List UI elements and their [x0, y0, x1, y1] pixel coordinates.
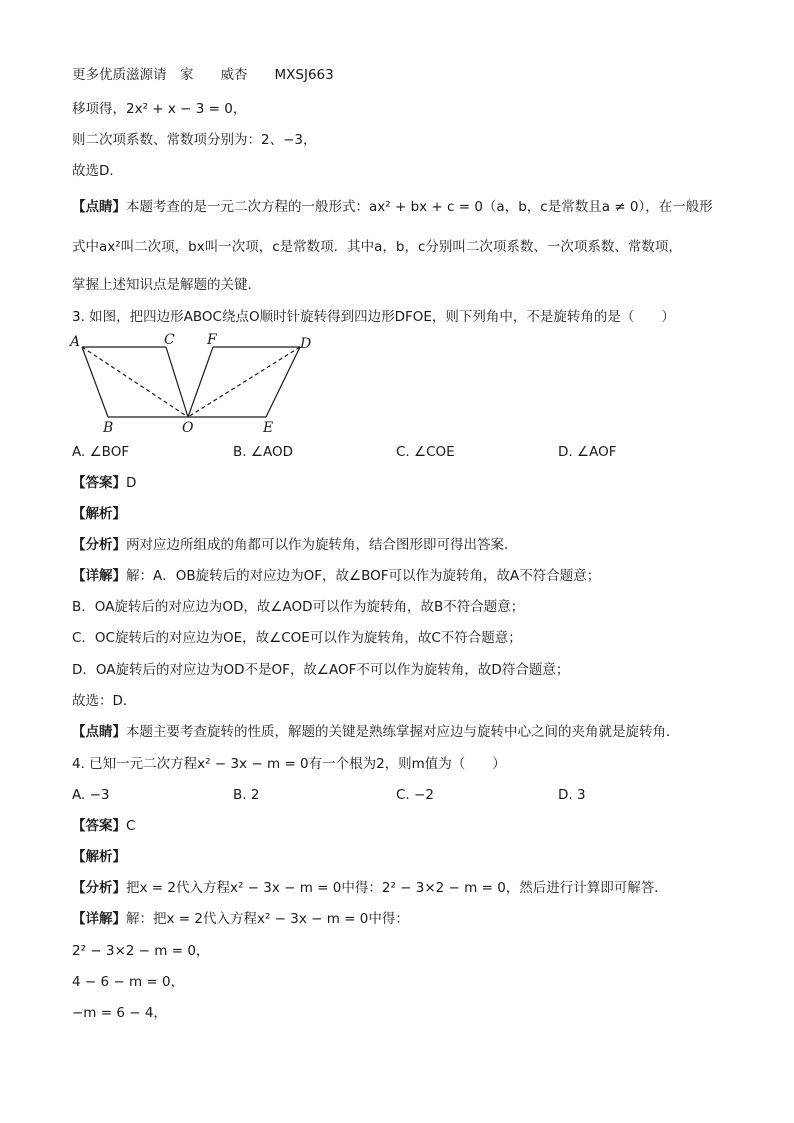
answer-value: C	[126, 818, 136, 834]
xiangjie-tag: 【详解】	[72, 911, 126, 927]
answer-value: D	[126, 475, 137, 491]
dianjing-text: 本题考查的是一元二次方程的一般形式：ax² + bx + c = 0（a，b，c是常数且a ≠ 0），在一般形	[126, 199, 713, 215]
q3-answer	[72, 474, 136, 492]
q4-xiangjie-line-1	[72, 910, 409, 928]
answer-tag: 【答案】	[72, 818, 126, 834]
page-header: 更多优质滋源请 家 威杏 MXSJ663	[72, 67, 334, 83]
q3-xiangjie-line-2: B．OA旋转后的对应边为OD，故∠AOD可以作为旋转角，故B不符合题意；	[72, 599, 525, 615]
xiangjie-text: 解：把x = 2代入方程x² − 3x − m = 0中得：	[126, 911, 409, 927]
p2-dianjing-line-1	[72, 198, 713, 216]
q4-jiexi: 【解析】	[72, 849, 126, 865]
edge-co	[166, 347, 188, 417]
p2-line-2: 则二次项系数、常数项分别为：2、−3，	[72, 132, 317, 148]
dianjing-tag: 【点睛】	[72, 199, 126, 215]
dashed-ao	[82, 347, 188, 417]
q4-step-1: 2² − 3×2 − m = 0，	[72, 943, 210, 959]
edge-ab	[82, 347, 108, 417]
label-c: C	[164, 332, 175, 348]
xiangjie-tag: 【详解】	[72, 568, 126, 584]
q4-step-3: −m = 6 − 4，	[72, 1005, 167, 1021]
q3-xiangjie-line-5: 故选：D．	[72, 693, 137, 709]
xiangjie-text: 解：A．OB旋转后的对应边为OF，故∠BOF可以作为旋转角，故A不符合题意；	[126, 568, 601, 584]
answer-tag: 【答案】	[72, 475, 126, 491]
label-a: A	[70, 334, 81, 350]
p2-dianjing-line-2: 式中ax²叫二次项，bx叫一次项，c是常数项．其中a，b，c分别叫二次项系数、一次项系数、常数项，	[72, 239, 682, 255]
edge-de	[266, 347, 300, 417]
q4-option-a: A. −3	[72, 787, 110, 803]
label-f: F	[207, 332, 217, 348]
q3-stem: 3. 如图，把四边形ABOC绕点O顺时针旋转得到四边形DFOE，则下列角中，不是旋转角的是（ ）	[72, 309, 675, 325]
edge-fo	[188, 347, 213, 417]
q4-option-d: D. 3	[558, 787, 586, 803]
q4-option-b: B. 2	[233, 787, 260, 803]
q3-option-d: D. ∠AOF	[558, 444, 617, 460]
q4-option-c: C. −2	[396, 787, 434, 803]
q3-option-c: C. ∠COE	[396, 444, 455, 460]
label-b: B	[103, 420, 114, 435]
label-e: E	[263, 420, 274, 435]
dianjing-tag: 【点睛】	[72, 724, 126, 740]
p2-line-1: 移项得，2x² + x − 3 = 0，	[72, 101, 247, 117]
q3-fenxi	[72, 536, 518, 554]
q3-jiexi: 【解析】	[72, 506, 126, 522]
q4-stem: 4. 已知一元二次方程x² − 3x − m = 0有一个根为2，则m值为（ ）	[72, 756, 506, 772]
dianjing-text: 本题主要考查旋转的性质，解题的关键是熟练掌握对应边与旋转中心之间的夹角就是旋转角．	[126, 724, 680, 740]
fenxi-tag: 【分析】	[72, 880, 126, 896]
q3-option-b: B. ∠AOD	[233, 444, 293, 460]
q3-xiangjie-line-1	[72, 567, 600, 585]
q3-option-a: A. ∠BOF	[72, 444, 130, 460]
label-o: O	[182, 420, 194, 435]
fenxi-tag: 【分析】	[72, 537, 126, 553]
q3-dianjing	[72, 723, 680, 741]
label-d: D	[300, 336, 312, 352]
q4-answer	[72, 817, 135, 835]
fenxi-text: 两对应边所组成的角都可以作为旋转角，结合图形即可得出答案．	[126, 537, 518, 553]
q3-xiangjie-line-4: D．OA旋转后的对应边为OD不是OF，故∠AOF不可以作为旋转角，故D符合题意；	[72, 662, 570, 678]
q3-xiangjie-line-3: C．OC旋转后的对应边为OE，故∠COE可以作为旋转角，故C不符合题意；	[72, 630, 522, 646]
q4-step-2: 4 − 6 − m = 0，	[72, 974, 185, 990]
p2-dianjing-line-3: 掌握上述知识点是解题的关键．	[72, 277, 261, 293]
q3-figure	[66, 330, 326, 435]
q4-fenxi	[72, 879, 668, 897]
fenxi-text: 把x = 2代入方程x² − 3x − m = 0中得：2² − 3×2 − m = 0，然后进行计算即可解答．	[126, 880, 668, 896]
p2-line-3: 故选D．	[72, 163, 123, 179]
